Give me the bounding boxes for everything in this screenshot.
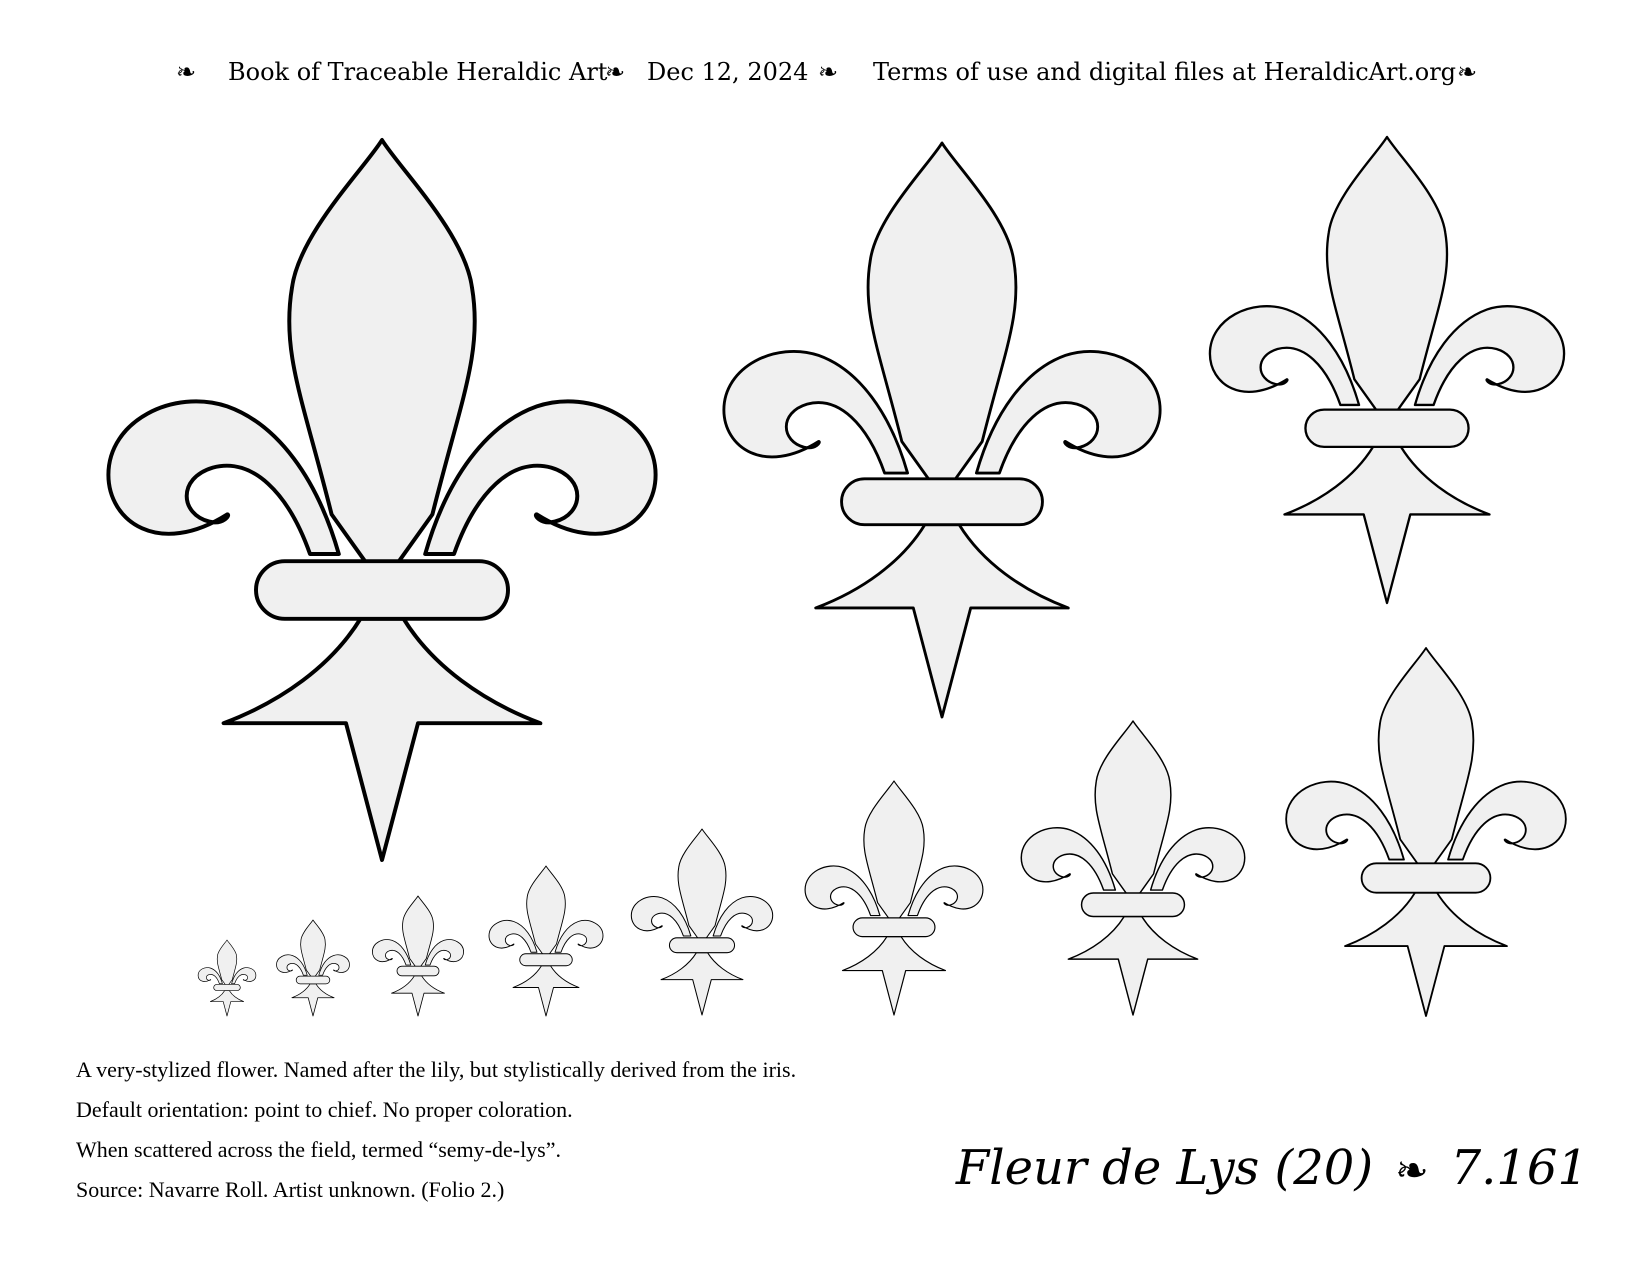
description-line-3: When scattered across the field, termed “semy-de-lys”. <box>76 1137 562 1162</box>
header-ornament-3: ❧ <box>818 58 839 86</box>
fleur-large-3 <box>1210 137 1564 603</box>
description-line-2: Default orientation: point to chief. No proper coloration. <box>76 1097 573 1122</box>
description-block <box>76 1050 796 1210</box>
title-number: 7.161 <box>1450 1140 1588 1196</box>
fleur-small-3 <box>372 896 463 1016</box>
fleur-small-1 <box>198 940 256 1016</box>
fleur-small-8 <box>1286 648 1566 1016</box>
fleur-small-5 <box>631 829 772 1015</box>
header-ornament-4: ❧ <box>1457 58 1478 86</box>
header-book-title: Book of Traceable Heraldic Art <box>228 58 608 86</box>
header-ornament-1: ❧ <box>176 58 197 86</box>
header-terms: Terms of use and digital files at HeraldicArt.org <box>873 58 1457 86</box>
fleur-small-2 <box>277 920 350 1016</box>
description-line-4: Source: Navarre Roll. Artist unknown. (Folio 2.) <box>76 1177 505 1202</box>
title-ornament: ❧ <box>1395 1148 1429 1194</box>
fleur-small-4 <box>489 866 603 1016</box>
description-line-1: A very-stylized flower. Named after the lily, but stylistically derived from the iris. <box>76 1057 797 1082</box>
fleur-large-1 <box>108 140 655 860</box>
header-date: Dec 12, 2024 <box>647 58 809 86</box>
title-name: Fleur de Lys (20) <box>955 1140 1374 1196</box>
page-title <box>956 1140 1588 1196</box>
fleur-small-7 <box>1021 721 1244 1015</box>
fleur-large-2 <box>724 143 1160 717</box>
header-ornament-2: ❧ <box>605 58 626 86</box>
fleur-small-6 <box>805 781 983 1015</box>
